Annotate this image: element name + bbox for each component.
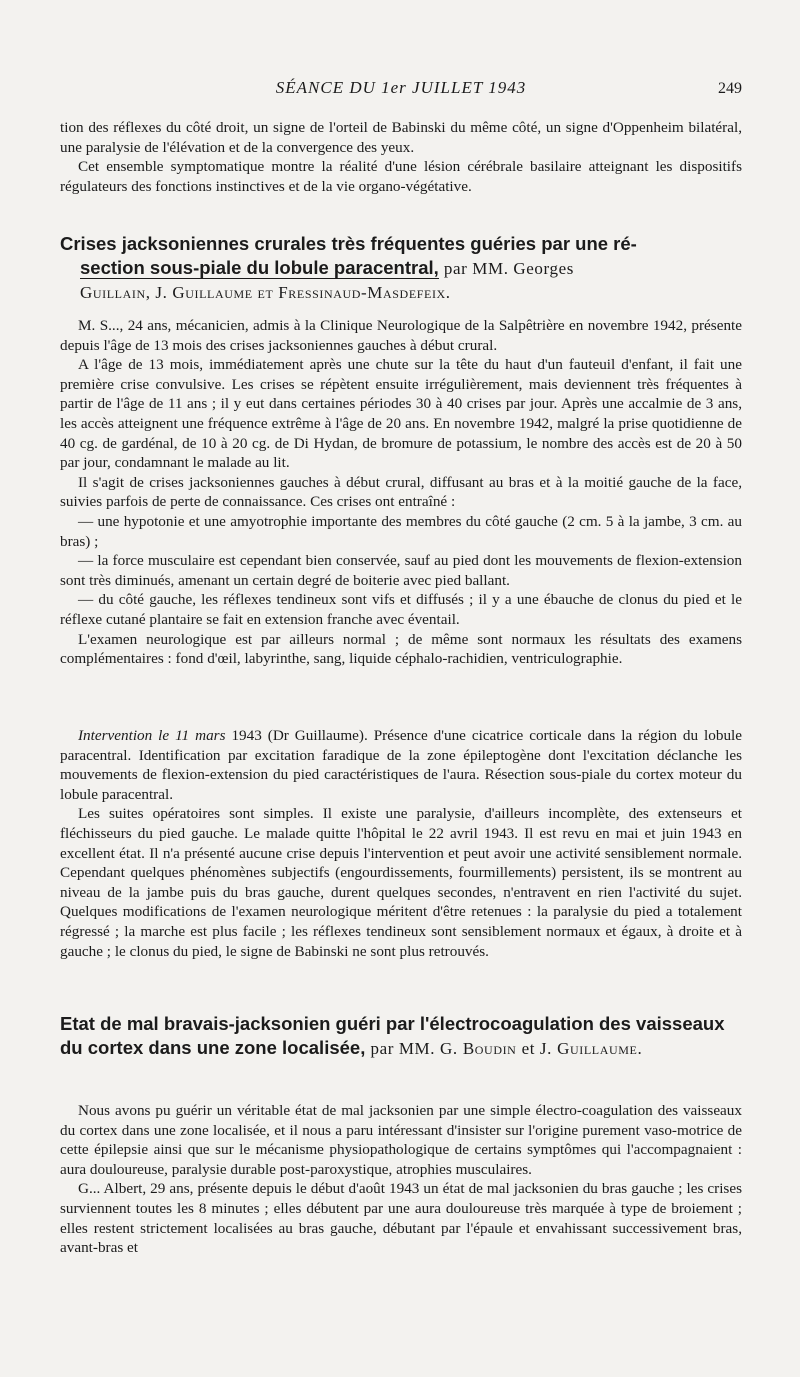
- title-text: Etat de mal bravais-jacksonien guéri par l'électrocoagulation des vaisseaux du cortex dans une zone localisée,: [60, 1013, 725, 1058]
- article-title: [60, 1012, 742, 1061]
- title-line-1: Crises jacksoniennes crurales très fréquentes guéries par une ré-: [60, 233, 637, 254]
- title-underlined: section sous-piale du lobule paracentral,: [80, 257, 439, 278]
- intervention-date: 11 mars: [175, 727, 226, 744]
- paragraph: — la force musculaire est cependant bien conservée, sauf au pied dont les mouvements de flexion-extension sont très diminués, amenant un certain degré de boiterie avec pied ballant.: [60, 552, 742, 589]
- paragraph: Nous avons pu guérir un véritable état de mal jacksonien par une simple électro-coagulation des vaisseaux du cortex dans une zone localisée, et il nous a paru intéressant d'insister sur l'origine purement vaso-motrice de cette épilepsie ainsi que sur le mécanisme physiopathologique de certains symptômes qui l'accompagnaient : aura douloureuse, paralysie durable post-paroxystique, atrophies musculaires.: [60, 1102, 742, 1178]
- article-1-intervention: [60, 726, 742, 961]
- running-header: [60, 78, 742, 100]
- title-line-2: [60, 256, 742, 281]
- article-authors: Guillain, J. Guillaume et Fressinaud-Masdefeix.: [80, 283, 451, 302]
- article-title: [60, 232, 742, 305]
- author-2: Guillaume.: [557, 1039, 643, 1058]
- paragraph: — du côté gauche, les réflexes tendineux sont vifs et diffusés ; il y a une ébauche de clonus du pied et le réflexe cutané plantaire se fait en extension franche avec éventail.: [60, 591, 742, 628]
- author-1: Boudin: [462, 1039, 517, 1058]
- paragraph: Cet ensemble symptomatique montre la réalité d'une lésion cérébrale basilaire atteignant les dispositifs régulateurs des fonctions instinctives et de la vie organo-végétative.: [60, 158, 742, 195]
- paragraph: M. S..., 24 ans, mécanicien, admis à la Clinique Neurologique de la Salpêtrière en novembre 1942, présente depuis l'âge de 13 mois des crises jacksoniennes gauches à début crural.: [60, 317, 742, 354]
- paragraph: G... Albert, 29 ans, présente depuis le début d'août 1943 un état de mal jacksonien du bras gauche ; les crises surviennent toutes les 8 minutes ; elles débutent par une aura douloureuse très marquée à type de broiement ; elles restent strictement localisées au bras gauche, débutant par l'épaule et envahissant successivement bras, avant-bras et: [60, 1180, 742, 1257]
- byline-join: et J.: [521, 1039, 552, 1058]
- intervention-text: 1943 (Dr Guillaume). Présence d'une cicatrice corticale dans la région du lobule paracentral. Identification par excitation faradique de la zone épileptogène dont l'excitation déclanche les mouvements de flexion-extension du pied caractéristiques de l'aura. Résection sous-piale du cortex moteur du lobule paracentral.: [60, 727, 742, 803]
- paragraph: L'examen neurologique est par ailleurs normal ; de même sont normaux les résultats des examens complémentaires : fond d'œil, labyrinthe, sang, liquide céphalo-rachidien, ventriculographie.: [60, 630, 742, 668]
- article-2-body: [60, 1101, 742, 1258]
- intervention-label: Intervention le: [78, 727, 170, 744]
- byline-prefix: par MM. Georges: [443, 259, 574, 278]
- paragraph: Il s'agit de crises jacksoniennes gauches à début crural, diffusant au bras et à la moitié gauche de la face, suivies parfois de perte de connaissance. Ces crises ont entraîné :: [60, 473, 742, 511]
- running-title: SÉANCE DU 1er JUILLET 1943: [275, 78, 527, 97]
- article-1-heading: [60, 232, 742, 305]
- paragraph: [60, 726, 742, 804]
- top-continuation: [60, 118, 742, 196]
- paragraph: tion des réflexes du côté droit, un signe de l'orteil de Babinski du même côté, un signe d'Oppenheim bilatéral, une paralysie de l'élévation et de la convergence des yeux.: [60, 119, 742, 156]
- article-1-body: [60, 316, 742, 669]
- paragraph: A l'âge de 13 mois, immédiatement après une chute sur la tête du haut d'un fauteuil d'enfant, il fait une première crise convulsive. Les crises se répètent ensuite irrégulièrement, mais deviennent très fréquentes à partir de l'âge de 11 ans ; il y eut dans certaines périodes 30 à 40 crises par jour. Après une accalmie de 3 ans, les accès atteignent une fréquence extrême à l'âge de 20 ans. En novembre 1942, malgré la prise quotidienne de 40 cg. de gardénal, de 10 à 20 cg. de Di Hydan, de bromure de potassium, le nombre des accès est de 20 à 50 par jour, condamnant le malade au lit.: [60, 356, 742, 472]
- article-2-heading: [60, 1012, 742, 1061]
- page-number: 249: [718, 80, 742, 97]
- byline-prefix: par MM. G.: [370, 1039, 458, 1058]
- paragraph: — une hypotonie et une amyotrophie importante des membres du côté gauche (2 cm. 5 à la jambe, 3 cm. au bras) ;: [60, 512, 742, 550]
- paragraph: Les suites opératoires sont simples. Il existe une paralysie, d'ailleurs incomplète, des extenseurs et fléchisseurs du pied gauche. Le malade quitte l'hôpital le 22 avril 1943. Il est revu en mai et juin 1943 en excellent état. Il n'a présenté aucune crise depuis l'intervention et peut avoir une activité sensiblement normale. Cependant quelques phénomènes subjectifs (engourdissements, fourmillements) persistent, ils se montrent au niveau de la jambe puis du bras gauche, durent quelques secondes, n'entravent en rien l'activité du sujet. Quelques modifications de l'examen neurologique méritent d'être retenues : la paralysie du pied a totalement régressé ; la marche est plus facile ; les réflexes tendineux sont sensiblement normaux et égaux, à droite et à gauche ; le clonus du pied, le signe de Babinski ne sont plus retrouvés.: [60, 805, 742, 960]
